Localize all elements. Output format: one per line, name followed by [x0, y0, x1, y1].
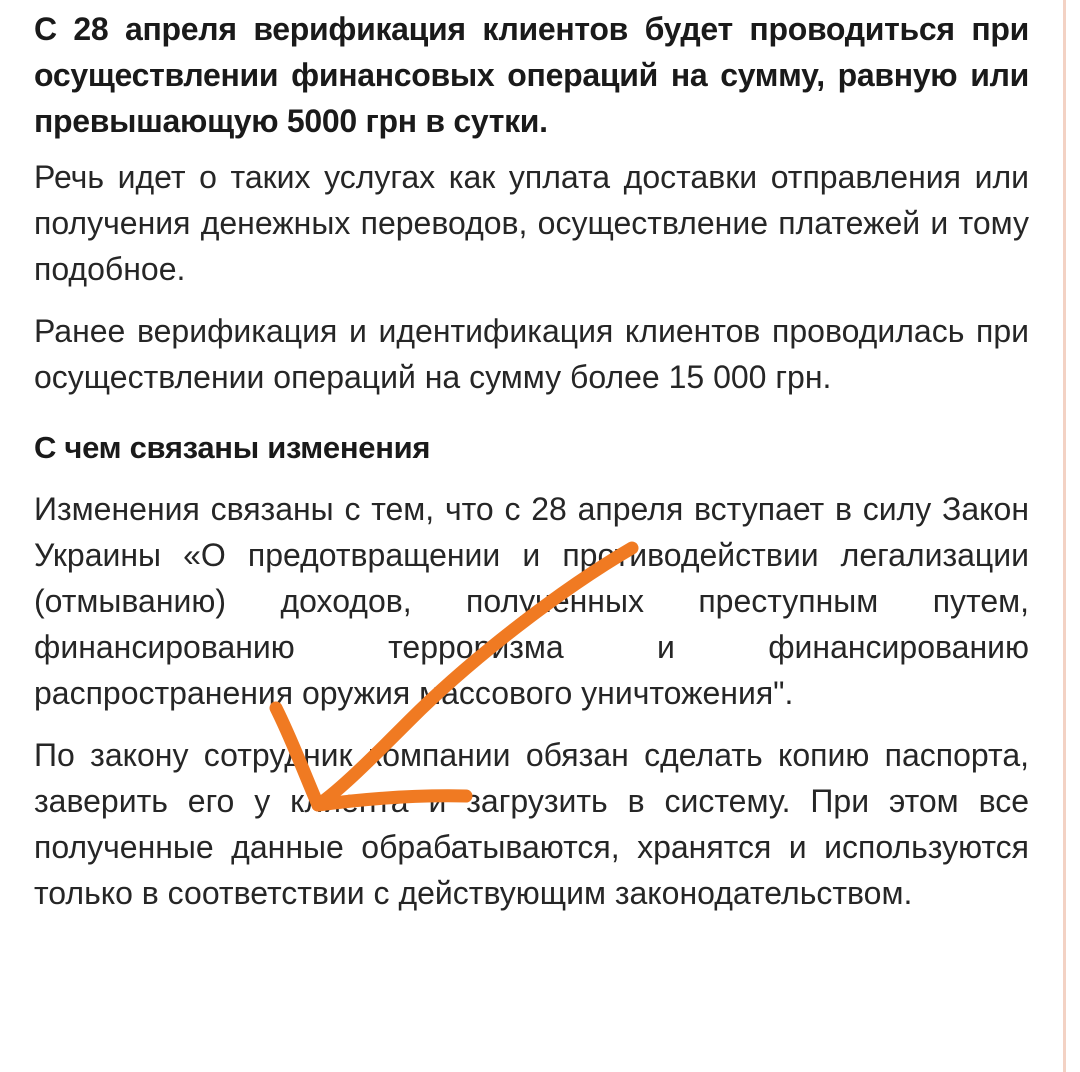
paragraph-law-reason: Изменения связаны с тем, что с 28 апреля вступает в силу Закон Украины «О предотвращении и противодействии легализации (отмыванию) доходов, полученных преступным путем, финансированию терроризма и финансированию распространения оружия массового уничтожения".: [34, 491, 1029, 711]
article: [34, 6, 1029, 932]
right-edge-rule: [1063, 0, 1066, 1072]
paragraph-services: Речь идет о таких услугах как уплата доставки отправления или получения денежных переводов, осуществление платежей и тому подобное.: [34, 159, 1029, 287]
article-lead: С 28 апреля верификация клиентов будет проводиться при осуществлении финансовых операций на сумму, равную или превышающую 5000 грн в сутки.: [34, 11, 1029, 139]
paragraph-previous-limit: Ранее верификация и идентификация клиентов проводилась при осуществлении операций на сумму более 15 000 грн.: [34, 313, 1029, 395]
paragraph-passport-copy: По закону сотрудник компании обязан сделать копию паспорта, заверить его у клиента и загрузить в систему. При этом все полученные данные обрабатываются, хранятся и используются только в соответствии с действующим законодательством.: [34, 737, 1029, 911]
section-heading: С чем связаны изменения: [34, 430, 431, 465]
